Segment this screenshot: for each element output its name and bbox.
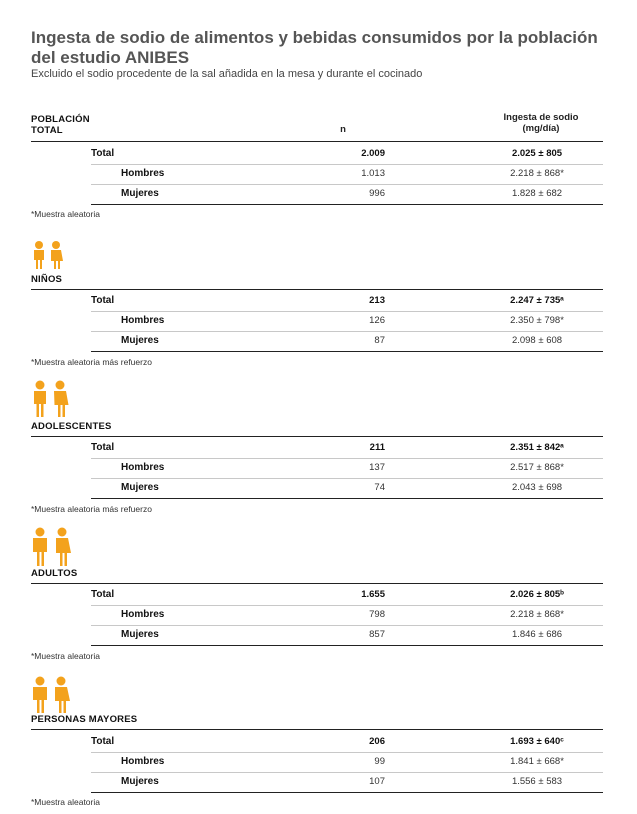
table-row: Total 1.655 2.026 ± 805ᵇ	[91, 585, 603, 606]
group-name: NIÑOS	[31, 274, 63, 285]
page-title: Ingesta de sodio de alimentos y bebidas consumidos por la población del estudio ANIBES	[31, 28, 598, 67]
table-row: Hombres 137 2.517 ± 868*	[91, 458, 603, 479]
table-top-rule	[31, 436, 603, 437]
table-row: Total 206 1.693 ± 640ᶜ	[91, 732, 603, 753]
table-row: Hombres 1.013 2.218 ± 868*	[91, 164, 603, 185]
section-total-population	[31, 112, 603, 222]
table-top-rule	[31, 141, 603, 142]
table-top-rule	[31, 583, 603, 584]
footnote: *Muestra aleatoria	[31, 651, 100, 661]
footnote: *Muestra aleatoria más refuerzo	[31, 504, 152, 514]
table-row: Total 2.009 2.025 ± 805	[91, 144, 603, 165]
adolescents-icon	[31, 380, 71, 418]
footnote: *Muestra aleatoria	[31, 209, 100, 219]
adults-icon	[31, 527, 73, 567]
table-row: Mujeres 74 2.043 ± 698	[91, 478, 603, 499]
page-subtitle: Excluido el sodio procedente de la sal añadida en la mesa y durante el cocinado	[31, 68, 423, 80]
group-name: ADULTOS	[31, 568, 78, 579]
section-adolescents	[31, 380, 603, 517]
table-top-rule	[31, 289, 603, 290]
section-elderly	[31, 676, 603, 812]
section-children	[31, 240, 603, 370]
table-row: Hombres 126 2.350 ± 798*	[91, 311, 603, 332]
group-name: ADOLESCENTES	[31, 421, 112, 432]
table-row: Total 211 2.351 ± 842ᵃ	[91, 438, 603, 459]
table-row: Mujeres 107 1.556 ± 583	[91, 772, 603, 793]
population-header-label: POBLACIÓN TOTAL	[31, 114, 90, 136]
footnote: *Muestra aleatoria más refuerzo	[31, 357, 152, 367]
table-row: Hombres 798 2.218 ± 868*	[91, 605, 603, 626]
table-top-rule	[31, 729, 603, 730]
table-row: Total 213 2.247 ± 735ᵃ	[91, 291, 603, 312]
table-row: Mujeres 996 1.828 ± 682	[91, 184, 603, 205]
table-row: Mujeres 87 2.098 ± 608	[91, 331, 603, 352]
table-row: Mujeres 857 1.846 ± 686	[91, 625, 603, 646]
n-column-header: n	[340, 124, 346, 135]
sodium-column-header: Ingesta de sodio (mg/día)	[503, 112, 579, 134]
children-icon	[31, 240, 65, 270]
table-row: Hombres 99 1.841 ± 668*	[91, 752, 603, 773]
elderly-icon	[31, 676, 73, 714]
group-name: PERSONAS MAYORES	[31, 714, 138, 725]
footnote: *Muestra aleatoria	[31, 797, 100, 807]
section-adults	[31, 527, 603, 664]
